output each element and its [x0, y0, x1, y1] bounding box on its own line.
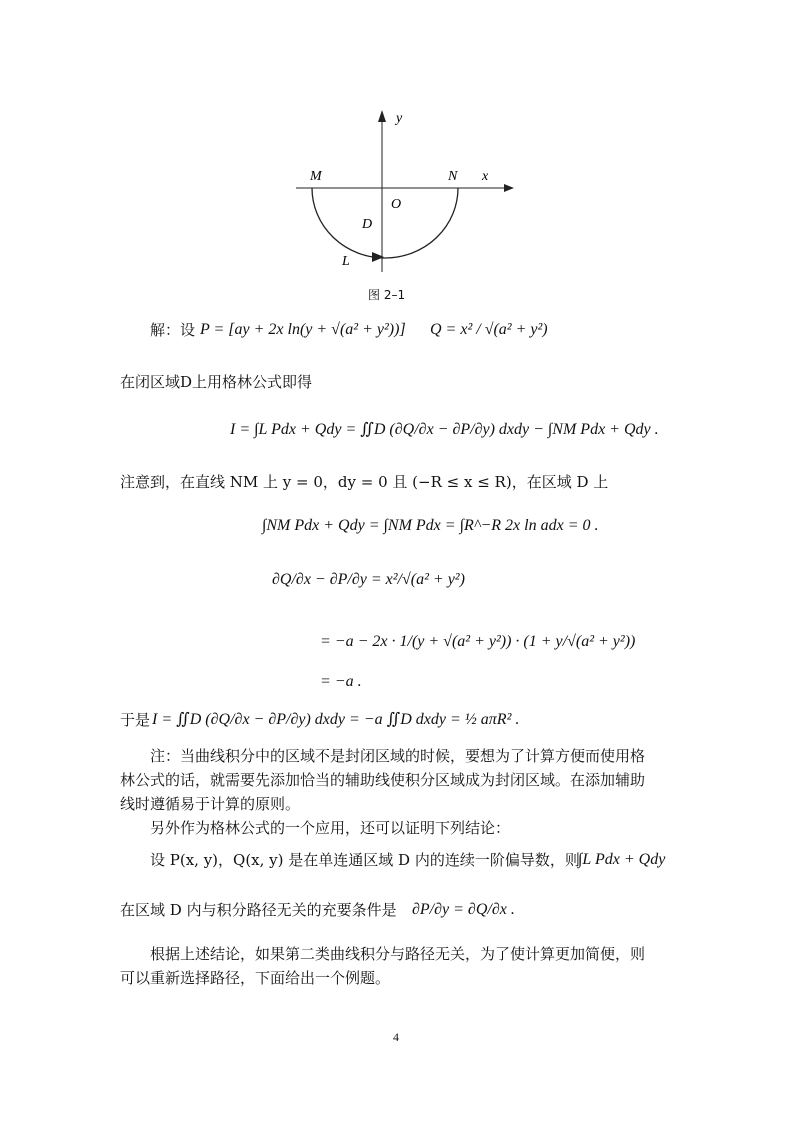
paragraph-note-NM: 注意到，在直线 NM 上 y = 0，dy = 0 且 (−R ≤ x ≤ R)，在区域 D 上	[120, 473, 609, 491]
solution-P-definition: P = [ay + 2x ln(y + √(a² + y²))]	[200, 321, 406, 338]
label-L: L	[342, 254, 350, 269]
page-number: 4	[393, 1030, 399, 1044]
equation-NM-integral: ∫NM Pdx + Qdy = ∫NM Pdx = ∫R^−R 2x ln adx = 0 .	[262, 517, 599, 534]
label-D: D	[362, 217, 373, 232]
solution-Q-definition: Q = x² / √(a² + y²)	[430, 321, 548, 338]
equation-I: I = ∫L Pdx + Qdy = ∬D (∂Q/∂x − ∂P/∂y) dxdy − ∫NM Pdx + Qdy .	[230, 421, 659, 438]
equation-partial-line3: = −a .	[320, 673, 362, 690]
paragraph-conclusion-1: 根据上述结论，如果第二类曲线积分与路径无关，为了使计算更加简便，则	[150, 945, 646, 963]
note-line-2: 林公式的话，就需要先添加恰当的辅助线使积分区域成为封闭区域。在添加辅助	[120, 771, 646, 789]
final-prefix: 于是	[120, 711, 151, 729]
note-line-1: 注：当曲线积分中的区域不是封闭区域的时候，要想为了计算方便而使用格	[150, 747, 646, 765]
equation-partial-line2: = −a − 2x · 1/(y + √(a² + y²)) · (1 + y/√(a² + y²))	[320, 633, 636, 650]
label-M: M	[310, 169, 322, 184]
paragraph-conclusion-2: 可以重新选择路径，下面给出一个例题。	[120, 969, 391, 987]
figure-2-1	[290, 100, 520, 280]
equation-partial-diff: ∂Q/∂x − ∂P/∂y = x²/√(a² + y²)	[272, 571, 465, 588]
paragraph-application: 另外作为格林公式的一个应用，还可以证明下列结论：	[150, 819, 511, 837]
paragraph-green-closed: 在闭区域D上用格林公式即得	[120, 373, 313, 391]
label-N: N	[448, 169, 458, 184]
label-x: x	[482, 169, 489, 184]
equation-final: I = ∬D (∂Q/∂x − ∂P/∂y) dxdy = −a ∬D dxdy = ½ aπR² .	[152, 711, 520, 728]
note-line-3: 线时遵循易于计算的原则。	[120, 795, 301, 813]
figure-caption: 图 2–1	[368, 288, 406, 302]
paragraph-theorem-a: 设 P(x, y)，Q(x, y) 是在单连通区域 D 内的连续一阶偏导数，则	[150, 851, 580, 869]
paragraph-theorem-integral: ∫L Pdx + Qdy	[578, 851, 666, 868]
label-y: y	[396, 111, 403, 126]
label-O: O	[391, 197, 402, 212]
solution-intro: 解：设	[150, 321, 196, 339]
condition-equation: ∂P/∂y = ∂Q/∂x .	[412, 901, 515, 918]
paragraph-condition: 在区域 D 内与积分路径无关的充要条件是	[120, 901, 397, 919]
